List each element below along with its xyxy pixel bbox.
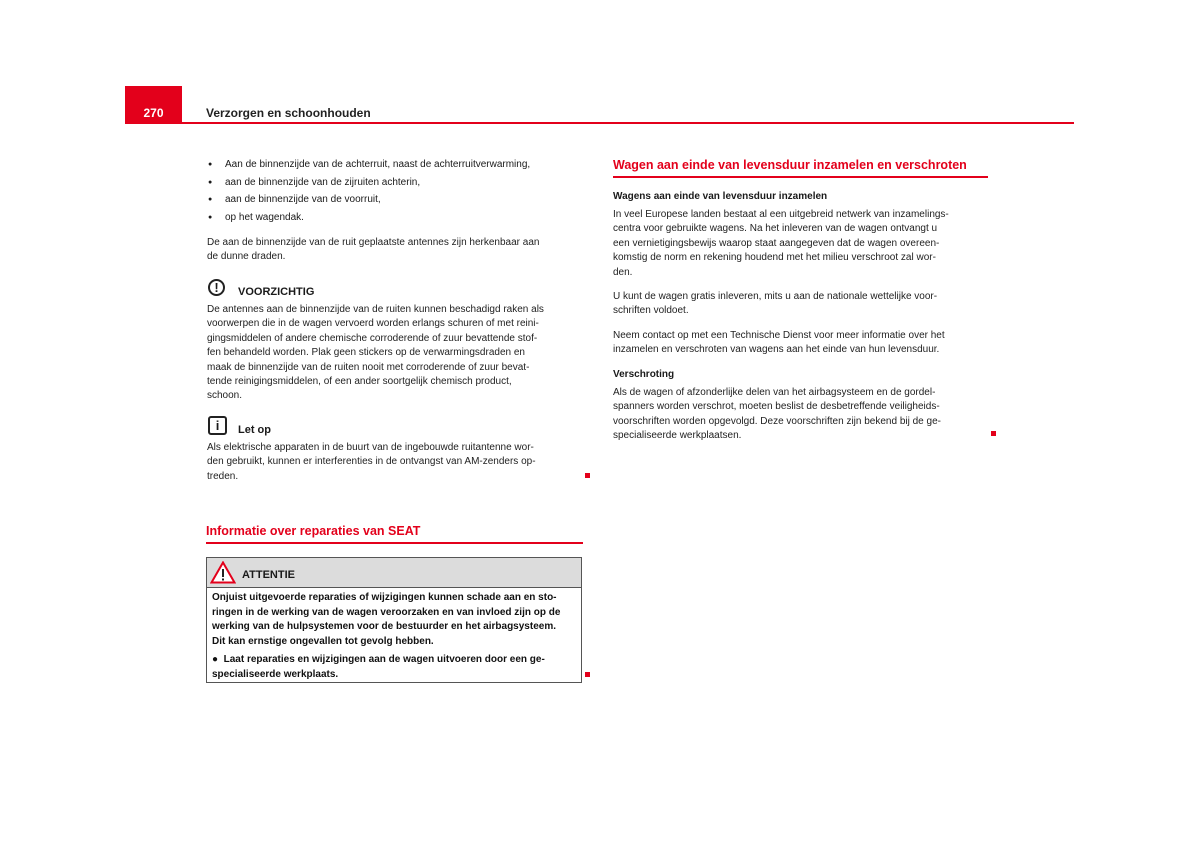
end-of-life-heading-rule bbox=[613, 176, 988, 178]
free-return-paragraph: U kunt de wagen gratis inleveren, mits u aan de nationale wettelijke voor- schriften voldoet. bbox=[613, 291, 938, 317]
warning-label: ATTENTIE bbox=[242, 569, 295, 581]
warning-triangle-icon bbox=[210, 561, 236, 584]
list-item: ● aan de binnenzijde van de zijruiten achterin, bbox=[207, 174, 587, 192]
antenna-paragraph: De aan de binnenzijde van de ruit geplaatste antennes zijn herkenbaar aan de dunne draden. bbox=[207, 237, 540, 263]
list-item: ● aan de binnenzijde van de voorruit, bbox=[207, 191, 587, 209]
section-end-mark bbox=[585, 473, 590, 478]
repairs-heading: Informatie over reparaties van SEAT bbox=[206, 524, 421, 538]
list-item: ● Aan de binnenzijde van de achterruit, naast de achterruitverwarming, bbox=[207, 156, 587, 174]
collection-subheading: Wagens aan einde van levensduur inzamelen bbox=[613, 191, 828, 202]
repairs-heading-rule bbox=[206, 542, 583, 544]
scrapping-paragraph: Als de wagen of afzonderlijke delen van het airbagsysteem en de gordel- spanners worden verschrot, moeten beslist de desbetreffende veiligheids- voorschriften worden opgevolgd. Deze voorschriften zijn bekend bij de ge- specialiseerde werkplaatsen. bbox=[613, 387, 941, 442]
note-label: Let op bbox=[238, 424, 271, 436]
caution-label: VOORZICHTIG bbox=[238, 286, 315, 298]
section-end-mark bbox=[585, 672, 590, 677]
section-end-mark bbox=[991, 431, 996, 436]
caution-text: De antennes aan de binnenzijde van de ruiten kunnen beschadigd raken als voorwerpen die in de wagen vervoerd worden erlangs schuren of met reini- gingsmiddelen of andere chemische corroderende of zuur bevattende stof- fen behandeld worden. Plak geen stickers op de verwarmingsdraden en maak de binnenzijde van de ruiten nooit met corroderende of zuur bevat- tende reinigingsmiddelen, of een ander soortgelijk chemisch product, schoon. bbox=[207, 304, 544, 402]
info-icon: i bbox=[208, 416, 227, 435]
header-rule bbox=[182, 122, 1074, 124]
end-of-life-heading: Wagen aan einde van levensduur inzamelen en verschroten bbox=[613, 158, 967, 172]
scrapping-subheading: Verschroting bbox=[613, 369, 675, 380]
warning-text: Onjuist uitgevoerde reparaties of wijzigingen kunnen schade aan en sto- ringen in de werking van de wagen veroorzaken en van invloed zijn op de werking van de hulpsystemen voor de bestuurder en het airbagsysteem. Dit kan ernstige ongevallen tot gevolg hebben. bbox=[212, 592, 561, 647]
page-number: 270 bbox=[143, 106, 164, 120]
section-title: Verzorgen en schoonhouden bbox=[206, 106, 371, 120]
note-text: Als elektrische apparaten in de buurt van de ingebouwde ruitantenne wor- den gebruikt, kunnen er interferenties in de ontvangst van AM-zenders op- treden. bbox=[207, 442, 536, 482]
warning-bullet: ● Laat reparaties en wijzigingen aan de wagen uitvoeren door een ge- specialiseerde werkplaats. bbox=[212, 654, 545, 680]
antenna-location-list bbox=[207, 156, 587, 226]
bullet-dot: ● bbox=[212, 654, 224, 665]
collection-paragraph: In veel Europese landen bestaat al een uitgebreid netwerk van inzamelings- centra voor gebruikte wagens. Na het inleveren van de wagen ontvangt u een vernietigingsbewijs waarop staat aangegeven dat de wagen overeen- komstig de norm en rekening houdend met het milieu verschroot zal wor- den. bbox=[613, 209, 949, 278]
list-item: ● op het wagendak. bbox=[207, 209, 587, 227]
contact-paragraph: Neem contact op met een Technische Dienst voor meer informatie over het inzamelen en verschroten van wagens aan het einde van hun levensduur. bbox=[613, 330, 945, 356]
exclamation-circle-icon: ! bbox=[208, 279, 225, 296]
